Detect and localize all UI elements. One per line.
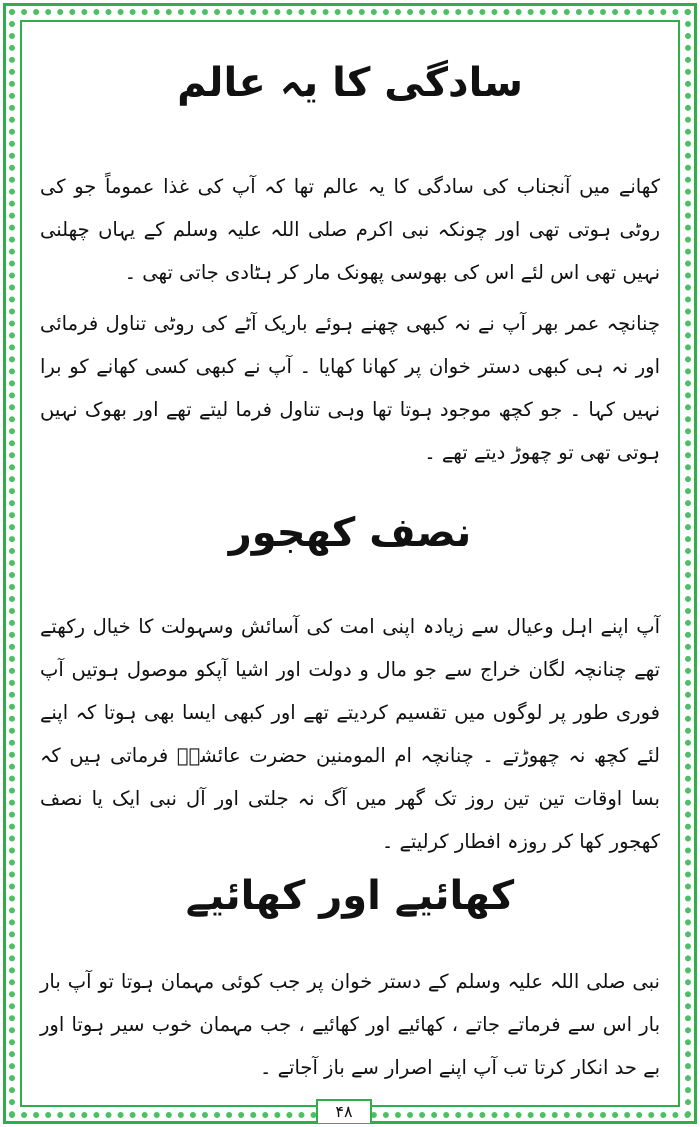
paragraph-simplicity-1: کھانے میں آنجناب کی سادگی کا یہ عالم تھا کہ آپ کی غذا عموماً جو کی روٹی ہوتی تھی اور چونکہ نبی اکرم صلی اللہ علیہ وسلم کے یہاں چھلنی نہیں تھی اس لئے اس کی بھوسی پھونک مار کر ہٹادی جاتی تھی ۔ bbox=[40, 175, 660, 284]
paragraph-half-date: آپ اپنے اہل وعیال سے زیادہ اپنی امت کی آسائش وسہولت کا خیال رکھتے تھے چنانچہ لگان خراج سے جو مال و دولت اور اشیا آپکو موصول ہوتیں آپ فوری طور پر لوگوں میں تقسیم کردیتے تھے اور کبھی ایسا بھی ہوتا کہ اپنے لئے کچھ نہ چھوڑتے ۔ چنانچہ ام المومنین حضرت عائشہؓ فرماتی ہیں کہ بسا اوقات تین تین روز تک گھر میں آگ نہ جلتی اور آل نبی ایک یا نصف کھجور کھا کر روزہ افطار کرلیتے ۔ bbox=[40, 615, 660, 853]
paragraph-simplicity-2: چنانچہ عمر بھر آپ نے نہ کبھی چھنے ہوئے باریک آٹے کی روٹی تناول فرمائی اور نہ ہی کبھی دستر خوان پر کھانا کھایا ۔ آپ نے کبھی کسی کھانے کو برا نہیں کہا ۔ جو کچھ موجود ہوتا تھا وہی تناول فرما لیتے تھے اور بھوک نہیں ہوتی تھی تو چھوڑ دیتے تھے ۔ bbox=[40, 312, 660, 464]
paragraph-eat-more: نبی صلی اللہ علیہ وسلم کے دستر خوان پر جب کوئی مہمان ہوتا تو آپ بار بار اس سے فرماتے جاتے ، کھائیے اور کھائیے ، جب مہمان خوب سیر ہوتا اور بے حد انکار کرتا تب آپ اپنے اصرار سے باز آجاتے ۔ bbox=[40, 970, 660, 1079]
page-number: ۴۸ bbox=[316, 1099, 372, 1123]
section-title-half-date: نصف کھجور bbox=[228, 510, 472, 556]
section-title-eat-more: کھائیے اور کھائیے bbox=[185, 873, 515, 919]
page-content bbox=[30, 40, 670, 1100]
section-title-simplicity: سادگی کا یہ عالم bbox=[177, 60, 523, 106]
